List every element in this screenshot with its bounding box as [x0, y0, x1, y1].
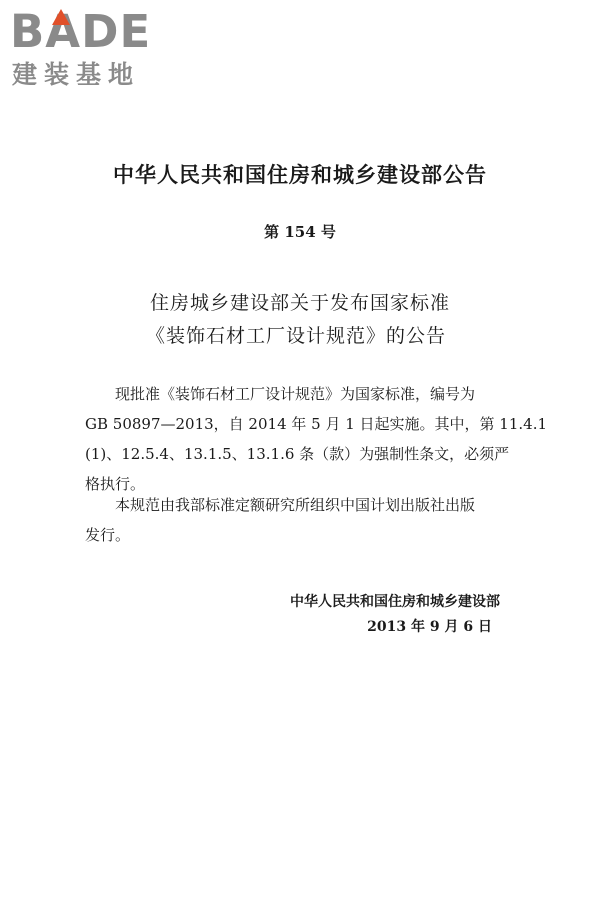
- paragraph-line: 格执行。: [85, 475, 146, 493]
- issuer-signature: 中华人民共和国住房和城乡建设部: [290, 594, 500, 610]
- logo-wordmark: BADE: [10, 5, 152, 58]
- paragraph-line: 发行。: [85, 526, 131, 544]
- announcement-subtitle-line-1: 住房城乡建设部关于发布国家标准: [149, 292, 450, 314]
- bade-logo: [10, 6, 172, 90]
- document-number: 第 154 号: [264, 223, 336, 241]
- logo-subtitle: 建装基地: [12, 60, 141, 89]
- paragraph-line: 本规范由我部标准定额研究所组织中国计划出版社出版: [85, 496, 476, 514]
- paragraph-publication: [85, 490, 535, 550]
- paragraph-line: (1)、12.5.4、13.1.5、13.1.6 条（款）为强制性条文，必须严: [85, 445, 510, 463]
- announcement-subtitle-line-2: 《装饰石材工厂设计规范》的公告: [145, 325, 446, 347]
- issue-date: 2013 年 9 月 6 日: [367, 619, 492, 635]
- document-title: 中华人民共和国住房和城乡建设部公告: [113, 163, 487, 187]
- paragraph-line: GB 50897—2013，自 2014 年 5 月 1 日起实施。其中，第 11.4.1: [85, 415, 548, 433]
- paragraph-line: 现批准《装饰石材工厂设计规范》为国家标准，编号为: [85, 385, 476, 403]
- logo-accent-triangle-icon: [52, 9, 70, 25]
- paragraph-approval: [85, 379, 548, 499]
